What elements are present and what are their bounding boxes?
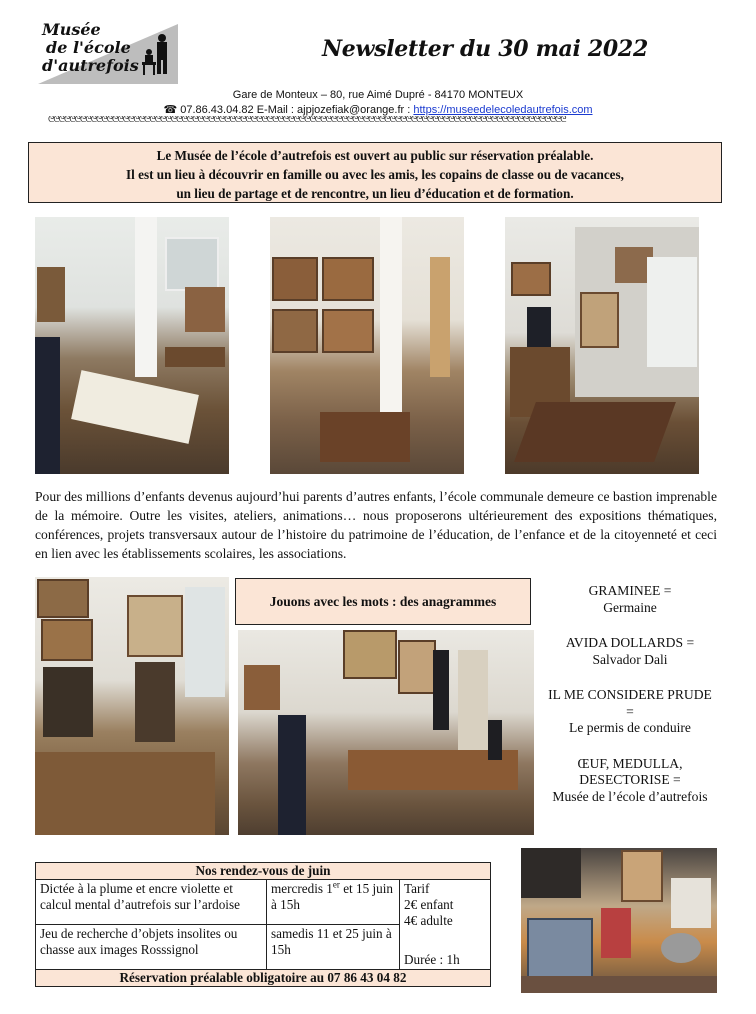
museum-address: Gare de Monteux – 80, rue Aimé Dupré - 84170 MONTEUX [232,89,524,101]
schedule-header-row [36,863,491,880]
anagram-word: ŒUF, MEDULLA, DESECTORISE = [577,755,683,787]
schedule-header: Nos rendez-vous de juin [36,863,491,880]
anagram-answer: Le permis de conduire [569,720,691,735]
website-link[interactable]: https://museedelecoledautrefois.com [413,104,593,116]
schedule-footer: Réservation préalable obligatoire au 07 86 43 04 82 [36,970,491,987]
schedule-date [267,880,400,925]
june-schedule-table [35,862,491,987]
tarif-child: 2€ enfant [404,897,454,912]
contact-line [0,103,756,116]
anagram-word: IL ME CONSIDERE PRUDE = [548,687,712,719]
school-objects-photo [521,848,717,993]
classroom-photo-2 [270,217,464,474]
anagram-list [545,583,715,824]
classroom-photo-4 [35,577,229,835]
banner-line-2: Il est un lieu à découvrir en famille ou avec les amis, les copains de classe ou de vacances, [126,167,624,182]
schedule-date-text: et 15 juin à 15h [271,881,394,912]
schedule-date-suffix: er [332,879,340,890]
logo-line-2: de l'école [46,38,131,57]
teacher-pupil-icon [142,32,176,76]
classroom-photo-1 [35,217,229,474]
schedule-tarif [400,880,491,970]
newsletter-title: Newsletter du 30 mai 2022 [322,36,648,62]
email-label: E-Mail : ajpjozefiak@orange.fr : [256,104,414,116]
schedule-activity: Dictée à la plume et encre violette et calcul mental d’autrefois sur l’ardoise [36,880,267,925]
phone-icon: ☎ [163,104,178,116]
opening-banner [28,142,722,203]
anagram-pair [545,583,715,616]
classroom-photo-3 [505,217,699,474]
schedule-footer-row [36,970,491,987]
anagram-pair [545,687,715,737]
museum-logo [38,18,178,86]
anagram-word: AVIDA DOLLARDS = [565,635,695,650]
intro-paragraph: Pour des millions d’enfants devenus aujourd’hui parents d’autres enfants, l’école communale demeure ce bastion imprenable de la mémoire. Outre les visites, ateliers, animations… nous proposerons ultérieurement des expositions thématiques, conférences, projets transversaux autour de l’histoire du patrimoine de l’éducation, de l’enfance et de la citoyenneté et ceci en lien avec les établissements scolaires, les associations. [35,489,717,561]
anagram-pair [545,756,715,806]
phone-number: 07.86.43.04.82 [180,104,254,116]
banner-line-1: Le Musée de l’école d’autrefois est ouvert au public sur réservation préalable. [156,148,594,163]
logo-line-3: d'autrefois [42,56,139,75]
anagram-answer: Salvador Dali [592,651,668,667]
schedule-activity: Jeu de recherche d’objets insolites ou chasse aux images Rosssignol [36,925,267,970]
anagram-pair [545,635,715,668]
schedule-date: samedis 11 et 25 juin à 15h [267,925,400,970]
schedule-row [36,880,491,925]
tarif-duration: Durée : 1h [404,952,460,967]
schedule-date-text: mercredis 1 [271,881,333,896]
anagram-answer: Musée de l’école d’autrefois [552,788,708,804]
classroom-photo-5 [238,630,534,835]
banner-line-3: un lieu de partage et de rencontre, un lieu d’éducation et de formation. [176,186,574,201]
tarif-label: Tarif [404,881,430,896]
anagram-word: GRAMINEE = [588,583,672,598]
anagram-heading: Jouons avec les mots : des anagrammes [235,578,531,625]
tarif-adult: 4€ adulte [404,913,453,928]
decorative-divider: ᘓᘓᘓᘓᘓᘓᘓᘓᘓᘓᘓᘓᘓᘓᘓᘓᘓᘓᘓᘓᘓᘓᘓᘓᘓᘓᘓᘓᘓᘓᘓᘓᘓᘓᘓᘓᘓᘓᘓᘓᘓᘓᘓᘓᘓᘓᘓᘓᘓᘓᘓᘓᘓᘓᘓᘓᘓᘓᘓᘓᘓᘓᘓᘓᘓᘓᘓᘓᘓᘓᘓᘓᘓᘓᘓᘓᘓᘓᘓᘓᘓᘓᘓᘓᘓᘓᘓᘓᘓᘓᘓᘓᘓᘓᘓᘓᘓ [48,116,566,125]
logo-line-1: Musée [42,20,101,39]
anagram-answer: Germaine [603,599,657,615]
